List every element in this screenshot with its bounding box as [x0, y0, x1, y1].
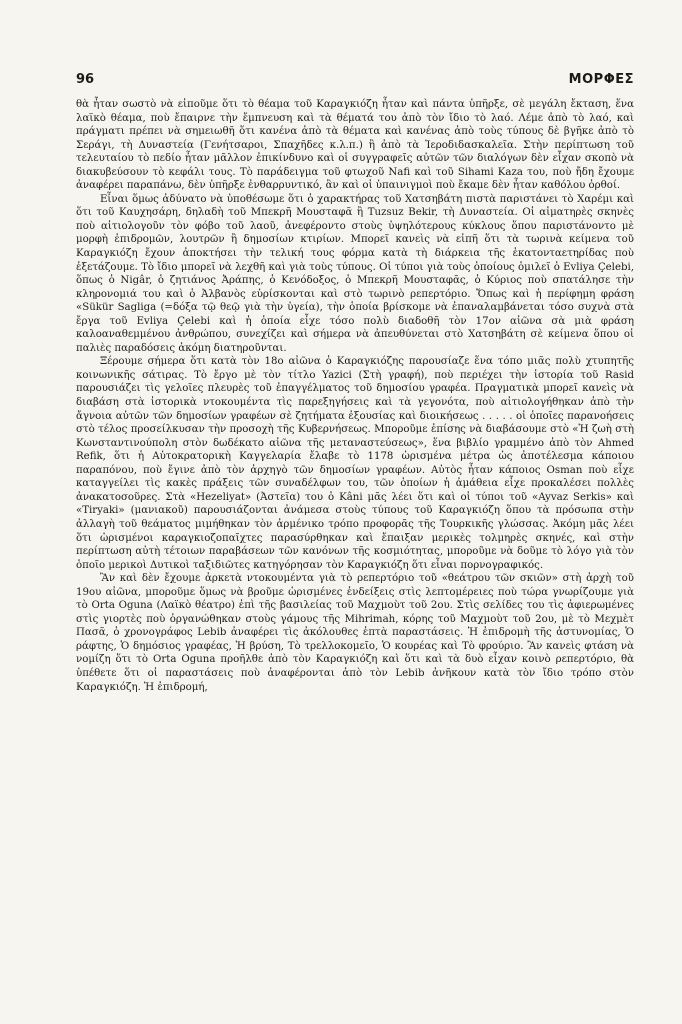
running-title: ΜΟΡΦΕΣ — [568, 72, 634, 87]
paragraph-3: Ξέρουμε σήμερα ὅτι κατὰ τὸν 18ο αἰῶνα ὁ Καραγκιόζης παρουσίαζε ἕνα τόπο μιᾶς πολὺ χτυπητῆς κοινωνικῆς σάτιρας. Τὸ ἔργο μὲ τὸν τίτλο Yazici (Στὴ γραφή), ποὺ περιέχει τὴν ἱστορία τοῦ Rasid παρουσιάζει τὶς γελοῖες πλευρὲς τοῦ ἐπαγγέλματος τοῦ δημοσίου γραφέα. Πραγματικὰ μπορεῖ κανεὶς νὰ διαβάση στὰ ἱστορικὰ ντοκουμέντα τὶς παρεξηγήσεις καὶ τὰ γεγονότα, ποὺ αἰτιολογήθηκαν ἀπὸ τὴν ἄγνοια αὐτῶν τῶν δημοσίων γραφέων σὲ ζητήματα ἐξουσίας καὶ διοικήσεως . . . . . οἱ ὁποῖες παρανοήσεις στὸ τέλος προσείλκυσαν τὴν προσοχὴ τῆς Κυβερνήσεως. Μποροῦμε ἐπίσης νὰ διαβάσουμε στὸ «Ἡ ζωὴ στὴ Κωνσταντινούπολη στὸν δωδέκατο αἰῶνα τῆς μεταναστεύσεως», ἕνα βιβλίο γραμμένο ἀπὸ τὸν Ahmed Refik, ὅτι ἡ Αὐτοκρατορικὴ Καγγελαρία ἔλαβε τὸ 1178 ὡρισμένα μέτρα ὡς ἀποτέλεσμα κάποιου παραπόνου, ποὺ ἔγινε ἀπὸ τὸν ἀρχηγὸ τῶν δημοσίων γραφέων. Αὐτὸς ἦταν κάποιος Osman ποὺ εἶχε καταγγείλει τὶς κακὲς πράξεις τῶν συναδέλφων του, τῶν ὁποίων ἡ ἀμάθεια εἶχε προκαλέσει πολλὲς ἀνακατοσοῦρες. Στὰ «Hezeliyat» (Ἀστεῖα) του ὁ Kâni μᾶς λέει ὅτι καὶ οἱ τύποι τοῦ «Ayvaz Serkis» καὶ «Tiryaki» (μανιακοῦ) παρουσιάζονται ἀνάμεσα στοὺς τύπους τοῦ Καραγκιόζη ὅπου τὰ πρόσωπα στὴν ἀλλαγὴ τοῦ θεάματος μιμήθηκαν τὸν ἀρμένικο τρόπο προφορᾶς τῆς Τουρκικῆς γλώσσας. Ἀκόμη μᾶς λέει ὅτι ὡρισμένοι καραγκιοζοπαῖχτες παρασύρθηκαν καὶ ἔπαιξαν μερικὲς τολμηρὲς σκηνές, καὶ στὴν περίπτωση αὐτὴ τέτοιων παραβάσεων τῶν κανόνων τῆς κοσμιότητας, μποροῦμε νὰ δοῦμε τὸ λόγο γιὰ τὸν ὁποῖο μερικοὶ Δυτικοὶ ταξιδιῶτες κατηγόρησαν τὸν Καραγκιόζη ὅτι εἶναι πορνογραφικός. — [76, 356, 634, 571]
paragraph-2: Εἶναι ὅμως ἀδύνατο νὰ ὑποθέσωμε ὅτι ὁ χαρακτήρας τοῦ Χατσηβάτη πιστὰ παριστάνει τὸ Χαρέμι καὶ ὅτι τοῦ Καυχησάρη, δηλαδὴ τοῦ Μπεκρῆ Μουσταφᾶ ἢ Tuzsuz Bekir, τὴ Δυναστεία. Οἱ αἱματηρὲς σκηνὲς ποὺ αἰτιολογοῦν τὸν φόβο τοῦ λαοῦ, ἀνεφέροντο στοὺς ὑψηλότερους κύκλους ὅπου παριστάνοντο μὲ μορφὴ ἐπιδρομῶν, λουτρῶν ἢ δημοσίων κτιρίων. Μπορεῖ κανεὶς νὰ εἰπῆ ὅτι τὰ τωρινὰ κείμενα τοῦ Καραγκιόζη ἔχουν ἀποκτήσει τὴν τελική τους φόρμα κατὰ τὴ διάρκεια τῆς ἑκατονταετηρίδας ποὺ ἐξετάζουμε. Τὸ ἴδιο μπορεῖ νὰ λεχθῆ καὶ γιὰ τοὺς τύπους. Οἱ τύποι γιὰ τοὺς ὁποίους ὁμιλεῖ ὁ Evliya Çelebi, ὅπως ὁ Nigâr, ὁ ζητιάνος Ἀράπης, ὁ Κενόδοξος, ὁ Μπεκρῆ Μουσταφᾶς, ὁ Κύριος ποὺ σπατάλησε τὴν κληρονομιά του καὶ ὁ Ἀλβανὸς εὑρίσκονται καὶ στὸ τωρινὸ ρεπερτόριο. Ὅπως καὶ ἡ περίφημη φράση «Sükür Sagliga (=δόξα τῷ θεῷ γιὰ τὴν ὑγεία), τὴν ὁποία βρίσκομε νὰ ἐπαναλαμβάνεται τόσο συχνὰ στὰ ἔργα τοῦ Evliya Çelebi καὶ ἡ ὁποία εἶχε τόσο πολὺ διαδοθῆ τὸν 17ον αἰῶνα σὰ μιὰ φράση καλοαναθεμμένου ἀνθρώπου, συνεχίζει καὶ σήμερα νὰ ἀπευθύνεται στὸ Χατσηβάτη σὲ κείμενα ὅπου οἱ παλιὲς παραδόσεις ἀκόμη διατηροῦνται. — [76, 193, 634, 354]
paragraph-4: Ἂν καὶ δὲν ἔχουμε ἀρκετὰ ντοκουμέντα γιὰ τὸ ρεπερτόριο τοῦ «θεάτρου τῶν σκιῶν» στὴ ἀρχὴ τοῦ 19ου αἰῶνα, μποροῦμε ὅμως νὰ βροῦμε ὡρισμένες ἐνδείξεις στὶς λεπτομέρειες ποὺ τώρα γνωρίζουμε γιὰ τὸ Orta Oguna (Λαϊκὸ θέατρο) ἐπὶ τῆς βασιλείας τοῦ Μαχμοὺτ τοῦ 2ου. Στὶς σελίδες του τὶς ἀφιερωμένες στὶς γιορτὲς ποὺ ὀργανώθηκαν στοὺς γάμους τῆς Mihrimah, κόρης τοῦ Μαχμοὺτ τοῦ 2ου, μὲ τὸ Μεχμὲτ Πασᾶ, ὁ χρονογράφος Lebib ἀναφέρει τὶς ἀκόλουθες ἑπτὰ παραστάσεις. Ἡ ἐπιδρομὴ τῆς ἀστυνομίας, Ὁ ράφτης, Ὁ δημόσιος γραφέας, Ἡ βρύση, Τὸ τρελλοκομεῖο, Ὁ κουρέας καὶ Τὸ φρούριο. Ἂν κανεὶς φτάση νὰ νομίζη ὅτι τὸ Orta Oguna προῆλθε ἀπὸ τὸν Καραγκιόζη καὶ ὅτι καὶ τὰ δυὸ εἶχαν κοινὸ ρεπερτόριο, θὰ ὑπέθετε ὅτι οἱ παραστάσεις ποὺ ἀναφέρονται ἀπὸ τὸν Lebib ἀνῆκουν κατὰ τὸν ἴδιο τρόπο στὸν Καραγκιόζη. Ἡ ἐπιδρομή, — [76, 573, 634, 693]
body-text — [76, 98, 634, 694]
page-number: 96 — [76, 72, 95, 87]
page-header — [76, 72, 634, 98]
paragraph-1: θὰ ἦταν σωστὸ νὰ εἰποῦμε ὅτι τὸ θέαμα τοῦ Καραγκιόζη ἦταν καὶ πάντα ὑπῆρξε, σὲ μεγάλη ἔκταση, ἕνα λαϊκὸ θέαμα, ποὺ ἔπαιρνε τὴν ἔμπνευση καὶ τὰ θέματά του ἀπὸ τὸν ἴδιο τὸ λαό. Λέμε ἀπὸ τὸ λαό, καὶ πράγματι πρέπει νὰ σημειωθῆ ὅτι κανένα ἀπὸ τὰ θέματα καὶ κανένας ἀπὸ τοὺς τύπους δὲ βγῆκε ἀπὸ τὸ Σεράγι, τὴ Δυναστεία (Γενήτσαροι, Σπαχῆδες κ.λ.π.) ἢ ἀπὸ τὰ Ἱεροδιδασκαλεῖα. Στὴν περίπτωση τοῦ τελευταίου τὸ πεδίο ἦταν μᾶλλον ἐπικίνδυνο καὶ οἱ συγγραφεῖς αὐτῶν τῶν διαλόγων δὲν εἶχαν σκοπὸ νὰ διακυβεύσουν τὸ κεφάλι τους. Τὸ παράδειγμα τοῦ φτωχοῦ Nafi καὶ τοῦ Sihami Kaza του, ποὺ ἤδη ἔχουμε ἀναφέρει παραπάνω, δὲν ὑπῆρξε ἐνθαρρυντικό, ἂν καὶ οἱ ὑπαινιγμοὶ ποὺ ἔκαμε δὲν ἦταν καθόλου ὀρθοί. — [76, 99, 634, 192]
